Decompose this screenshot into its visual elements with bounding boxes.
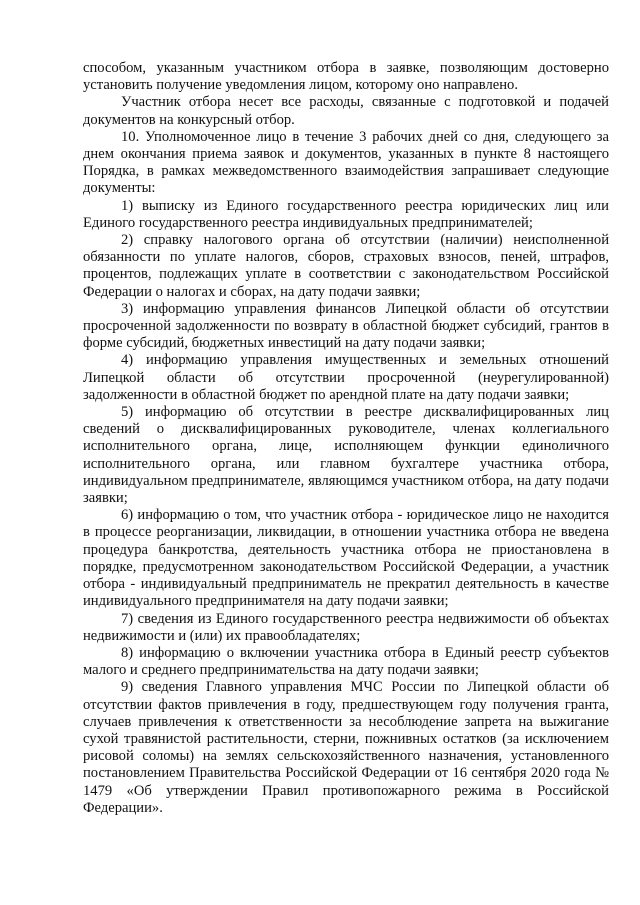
paragraph-continuation: способом, указанным участником отбора в заявке, позволяющим достоверно установить получение уведомления лицом, которому оно направлено. <box>83 60 609 94</box>
list-item-8: 8) информацию о включении участника отбора в Единый реестр субъектов малого и среднего предпринимательства на дату подачи заявки; <box>83 644 609 679</box>
paragraph-expenses: Участник отбора несет все расходы, связанные с подготовкой и подачей документов на конкурсный отбор. <box>83 94 609 128</box>
list-item-6: 6) информацию о том, что участник отбора - юридическое лицо не находится в процессе реорганизации, ликвидации, в отношении участника отбора не введена процедура банкротства, деятельность участника отбора не приостановлена в порядке, предусмотренном законодательством Российской Федерации, а участник отбора - индивидуальный предприниматель не прекратил деятельность в качестве индивидуального предпринимателя на дату подачи заявки; <box>83 507 609 610</box>
document-page <box>83 60 609 817</box>
list-item-5: 5) информацию об отсутствии в реестре дисквалифицированных лиц сведений о дисквалифицированных руководителе, членах коллегиального исполнительного органа, лице, исполняющем функции единоличного исполнительного органа, или главном бухгалтере участника отбора, индивидуальном предпринимателе, являющимся участником отбора, на дату подачи заявки; <box>83 404 609 507</box>
list-item-7: 7) сведения из Единого государственного реестра недвижимости об объектах недвижимости и (или) их правообладателях; <box>83 610 609 644</box>
list-item-1: 1) выписку из Единого государственного реестра юридических лиц или Единого государственного реестра индивидуальных предпринимателей; <box>83 197 609 231</box>
paragraph-item-10: 10. Уполномоченное лицо в течение 3 рабочих дней со дня, следующего за днем окончания приема заявок и документов, указанных в пункте 8 настоящего Порядка, в рамках межведомственного взаимодействия запрашивает следующие документы: <box>83 128 609 197</box>
list-item-2: 2) справку налогового органа об отсутствии (наличии) неисполненной обязанности по уплате налогов, сборов, страховых взносов, пеней, штрафов, процентов, подлежащих уплате в соответствии с законодательством Российской Федерации о налогах и сборах, на дату подачи заявки; <box>83 232 609 300</box>
list-item-4: 4) информацию управления имущественных и земельных отношений Липецкой области об отсутствии просроченной (неурегулированной) задолженности в областной бюджет по арендной плате на дату подачи заявки; <box>83 352 609 403</box>
list-item-3: 3) информацию управления финансов Липецкой области об отсутствии просроченной задолженности по возврату в областной бюджет субсидий, грантов в форме субсидий, бюджетных инвестиций на дату подачи заявки; <box>83 300 609 352</box>
list-item-9: 9) сведения Главного управления МЧС России по Липецкой области об отсутствии фактов привлечения в году, предшествующем году получения гранта, случаев привлечения к ответственности за несоблюдение запрета на выжигание сухой травянистой растительности, стерни, пожнивных остатков (за исключением рисовой соломы) на землях сельскохозяйственного назначения, установленного постановлением Правительства Российской Федерации от 16 сентября 2020 года № 1479 «Об утверждении Правил противопожарного режима в Российской Федерации». <box>83 679 609 816</box>
